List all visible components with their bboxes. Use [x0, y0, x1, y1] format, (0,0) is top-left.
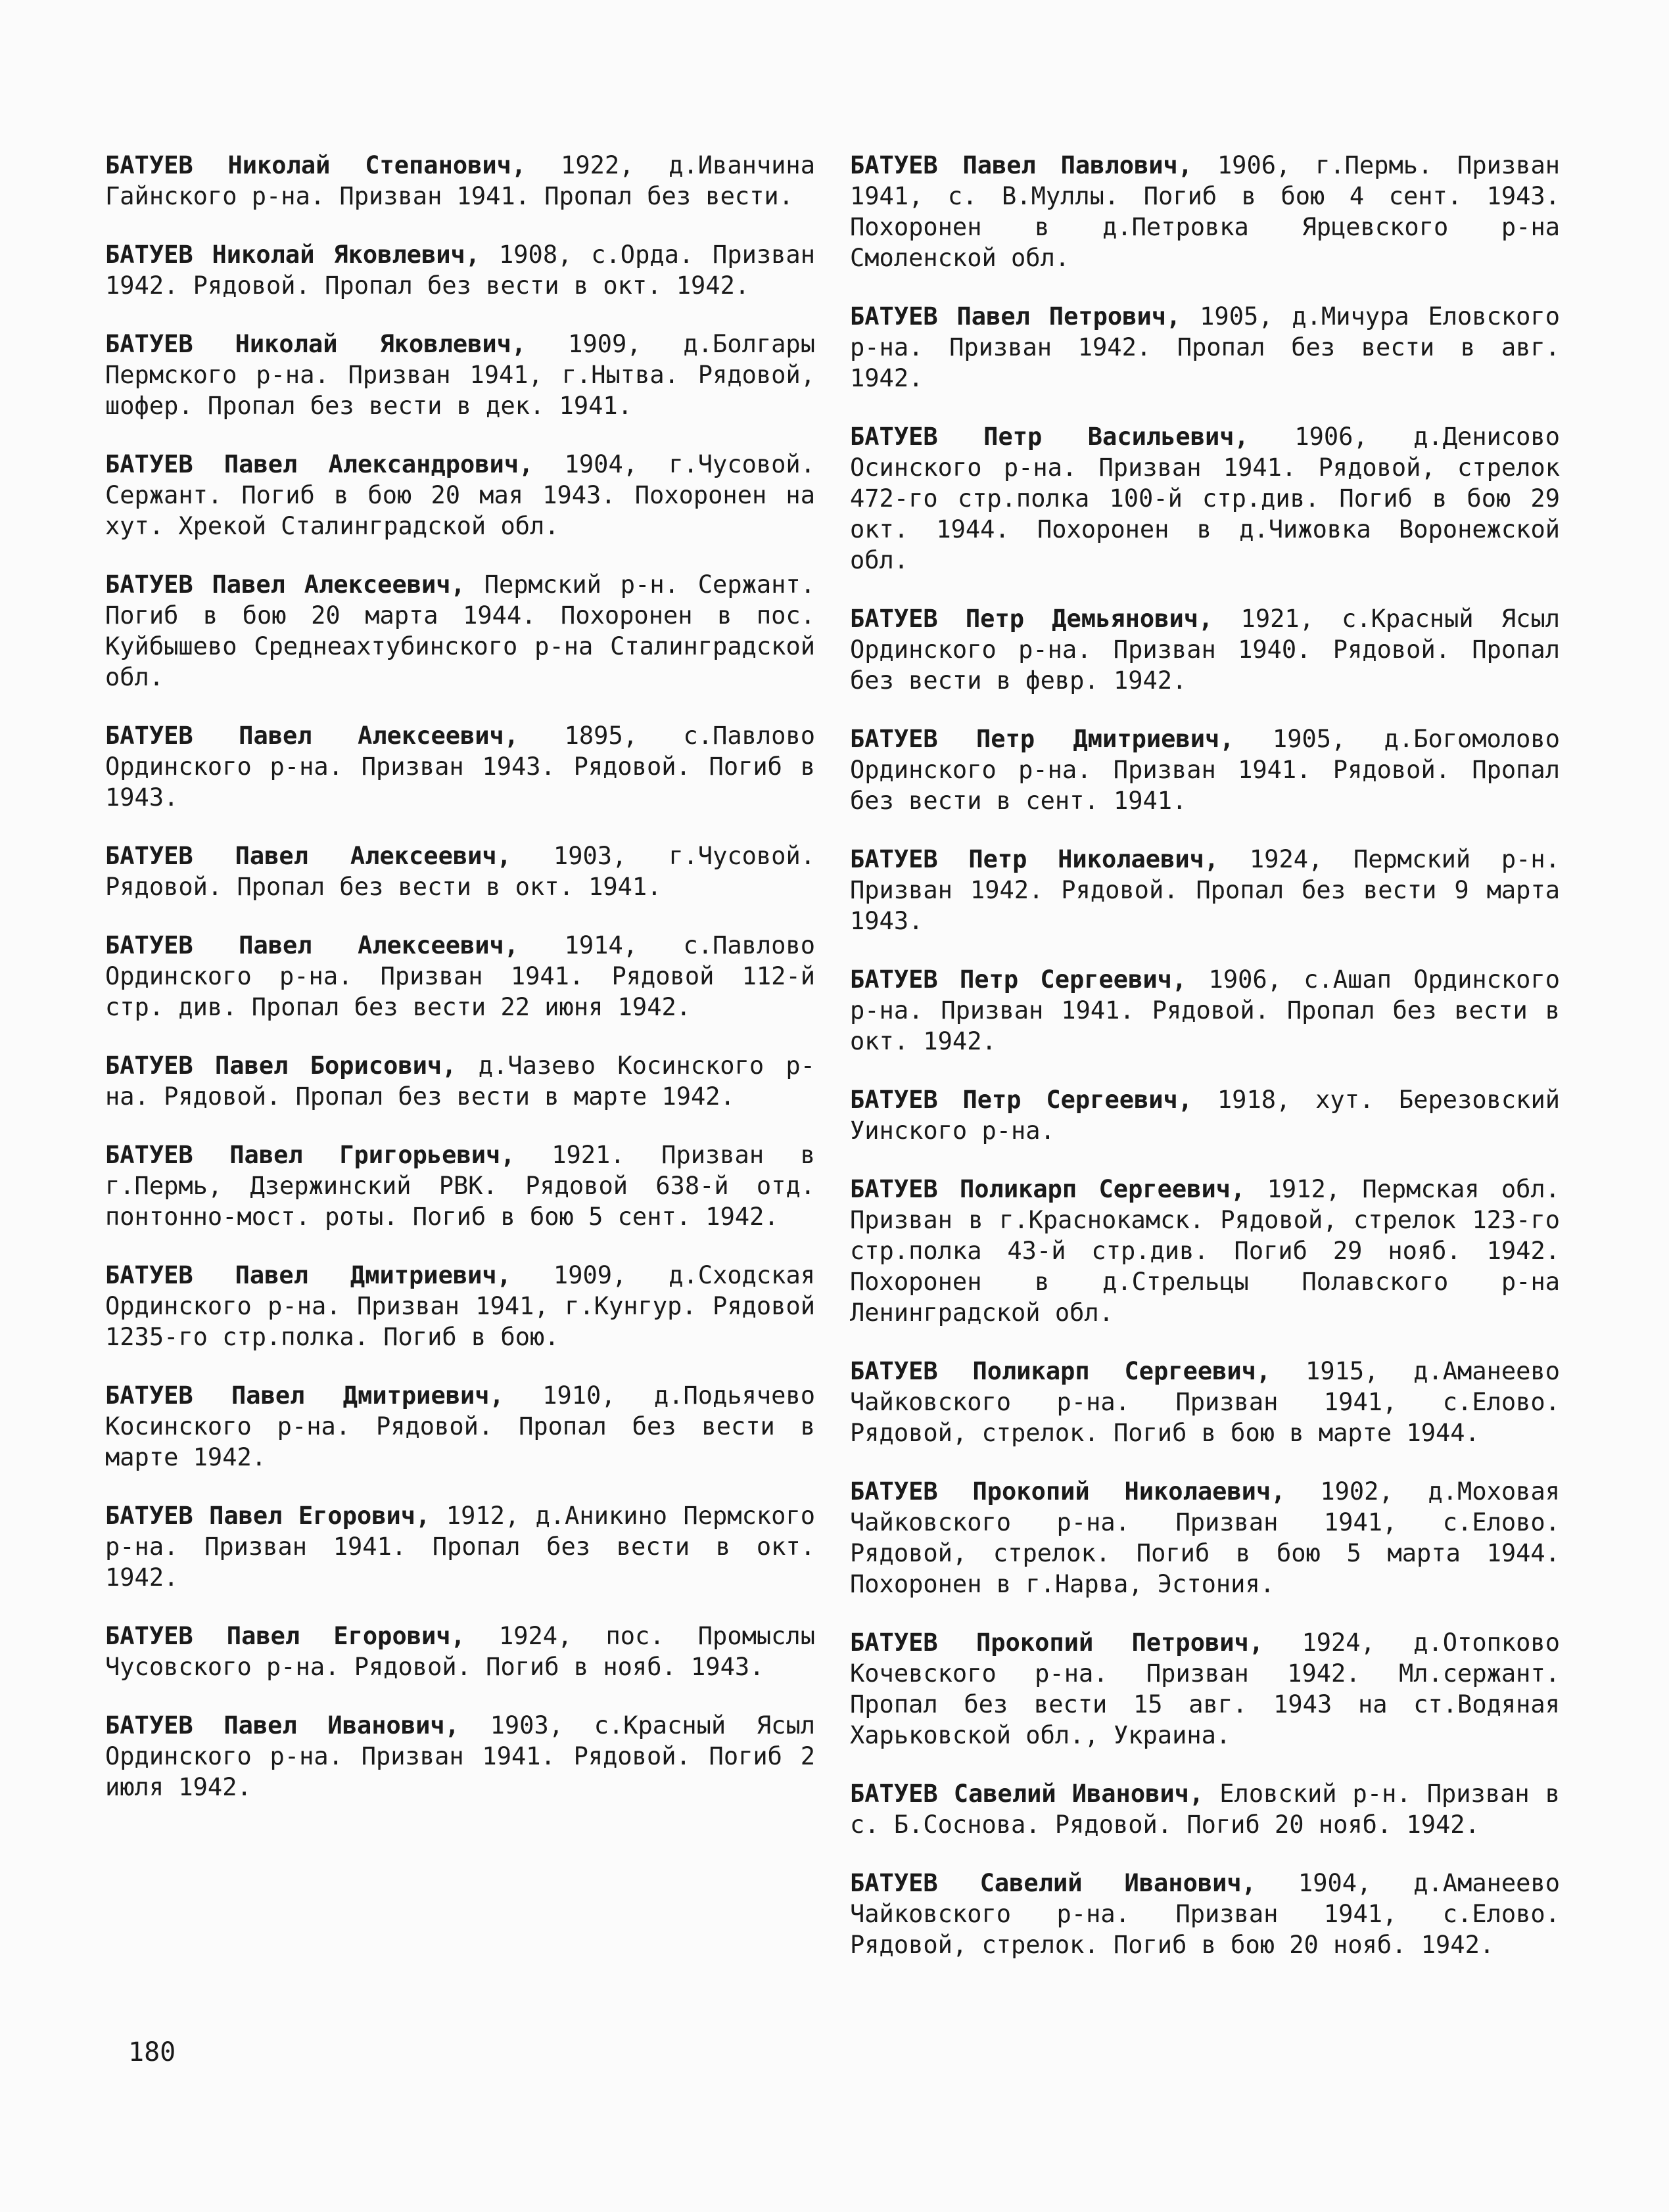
entry [850, 724, 1560, 816]
entry-name: БАТУЕВ Павел Борисович, [105, 1051, 457, 1080]
entry-name: БАТУЕВ Петр Дмитриевич, [850, 725, 1234, 753]
entry-name: БАТУЕВ Прокопий Николаевич, [850, 1477, 1286, 1506]
entry [105, 239, 815, 301]
entry [105, 930, 815, 1023]
entry-text: 1910, д.Подьячево Косинского р-на. Рядовой. Пропал без вести в марте 1942. [105, 1381, 815, 1471]
entry [105, 1710, 815, 1803]
entry [105, 329, 815, 421]
entry-text: 1905, д.Мичура Еловского р-на. Призван 1942. Пропал без вести в авг. 1942. [850, 302, 1560, 392]
entry [850, 844, 1560, 936]
entry [105, 150, 815, 212]
entry [105, 1140, 815, 1232]
entry-text: 1921, с.Красный Ясыл Ординского р-на. Призван 1940. Рядовой. Пропал без вести в февр. 1942. [850, 605, 1560, 695]
entry-text: 1906, г.Пермь. Призван 1941, с. В.Муллы. Погиб в бою 4 сент. 1943. Похоронен в д.Петровка Ярцевского р-на Смоленской обл. [850, 151, 1560, 272]
entry-name: БАТУЕВ Павел Павлович, [850, 151, 1193, 179]
entry-name: БАТУЕВ Петр Сергеевич, [850, 1086, 1193, 1114]
entry [850, 1778, 1560, 1840]
entry [105, 1260, 815, 1352]
entry [105, 841, 815, 902]
entry-text: 1909, д.Болгары Пермского р-на. Призван 1941, г.Нытва. Рядовой, шофер. Пропал без вести в дек. 1941. [105, 330, 815, 420]
entry-text: 1912, Пермская обл. Призван в г.Краснокамск. Рядовой, стрелок 123-го стр.полка 43-й стр.див. Погиб 29 нояб. 1942. Похоронен в д.Стрельцы Полавского р-на Ленинградской обл. [850, 1175, 1560, 1327]
entry [850, 1868, 1560, 1960]
entry [850, 1084, 1560, 1146]
entry [105, 1380, 815, 1473]
entry-text: 1921. Призван в г.Пермь, Дзержинский РВК. Рядовой 638-й отд. понтонно-мост. роты. Погиб в бою 5 сент. 1942. [105, 1141, 815, 1231]
entry-name: БАТУЕВ Петр Васильевич, [850, 423, 1249, 451]
entry [850, 421, 1560, 576]
entry-name: БАТУЕВ Савелий Иванович, [850, 1869, 1256, 1897]
entry-name: БАТУЕВ Прокопий Петрович, [850, 1628, 1264, 1657]
entry [850, 1356, 1560, 1448]
entry-name: БАТУЕВ Павел Григорьевич, [105, 1141, 515, 1169]
page-number: 180 [128, 2037, 176, 2067]
entry [850, 603, 1560, 696]
entry [105, 1500, 815, 1593]
entry-name: БАТУЕВ Павел Дмитриевич, [105, 1381, 504, 1410]
entry [105, 1621, 815, 1682]
right-column [850, 150, 1560, 1988]
entry [850, 150, 1560, 273]
entry [850, 1476, 1560, 1600]
entry-text: 1924, пос. Промыслы Чусовского р-на. Рядовой. Погиб в нояб. 1943. [105, 1622, 815, 1681]
entry-name: БАТУЕВ Павел Алексеевич, [105, 931, 519, 959]
entry-text: 1904, г.Чусовой. Сержант. Погиб в бою 20 мая 1943. Похоронен на хут. Хрекой Сталинградской обл. [105, 450, 815, 540]
entry-text: Еловский р-н. Призван в с. Б.Соснова. Рядовой. Погиб 20 нояб. 1942. [850, 1780, 1561, 1839]
entry-text: Пермский р-н. Сержант. Погиб в бою 20 марта 1944. Похоронен в пос. Куйбышево Среднеахтубинского р-на Сталинградской обл. [105, 570, 815, 691]
entry-text: 1908, с.Орда. Призван 1942. Рядовой. Пропал без вести в окт. 1942. [105, 241, 815, 300]
entry-name: БАТУЕВ Николай Яковлевич, [105, 330, 527, 358]
entry [105, 569, 815, 693]
entry-name: БАТУЕВ Петр Демьянович, [850, 605, 1213, 633]
entry-name: БАТУЕВ Павел Иванович, [105, 1711, 459, 1740]
entry-name: БАТУЕВ Николай Яковлевич, [105, 241, 481, 269]
entry-name: БАТУЕВ Павел Алексеевич, [105, 722, 519, 750]
entry [105, 1050, 815, 1112]
entry-text: 1906, с.Ашап Ординского р-на. Призван 1941. Рядовой. Пропал без вести в окт. 1942. [850, 965, 1561, 1055]
entry-text: 1918, хут. Березовский Уинского р-на. [850, 1086, 1560, 1145]
entry [105, 449, 815, 541]
entry [850, 964, 1560, 1057]
entry-name: БАТУЕВ Павел Александрович, [105, 450, 534, 478]
entry-text: 1904, д.Аманеево Чайковского р-на. Призван 1941, с.Елово. Рядовой, стрелок. Погиб в бою 20 нояб. 1942. [850, 1869, 1560, 1959]
entry-text: 1903, с.Красный Ясыл Ординского р-на. Призван 1941. Рядовой. Погиб 2 июля 1942. [105, 1711, 815, 1801]
entry-name: БАТУЕВ Поликарп Сергеевич, [850, 1175, 1246, 1203]
entry-text: 1895, с.Павлово Ординского р-на. Призван 1943. Рядовой. Погиб в 1943. [105, 722, 815, 812]
left-column [105, 150, 815, 1830]
entry-name: БАТУЕВ Петр Николаевич, [850, 845, 1219, 873]
entry-name: БАТУЕВ Павел Алексеевич, [105, 842, 511, 870]
entry-text: 1903, г.Чусовой. Рядовой. Пропал без вести в окт. 1941. [105, 842, 815, 901]
entry-name: БАТУЕВ Павел Егорович, [105, 1502, 431, 1530]
entry-name: БАТУЕВ Павел Егорович, [105, 1622, 465, 1650]
entry-name: БАТУЕВ Павел Дмитриевич, [105, 1261, 511, 1289]
entry-text: 1902, д.Моховая Чайковского р-на. Призван 1941, с.Елово. Рядовой, стрелок. Погиб в бою 5 марта 1944. Похоронен в г.Нарва, Эстония. [850, 1477, 1560, 1598]
entry-text: 1914, с.Павлово Ординского р-на. Призван 1941. Рядовой 112-й стр. див. Пропал без вести 22 июня 1942. [105, 931, 815, 1021]
entry [850, 1174, 1560, 1328]
entry-name: БАТУЕВ Поликарп Сергеевич, [850, 1357, 1271, 1385]
entry-text: 1922, д.Иванчина Гайнского р-на. Призван 1941. Пропал без вести. [105, 151, 815, 210]
entry-text: 1905, д.Богомолово Ординского р-на. Призван 1941. Рядовой. Пропал без вести в сент. 1941. [850, 725, 1560, 815]
entry [105, 720, 815, 813]
entry-text: 1924, Пермский р-н. Призван 1942. Рядовой. Пропал без вести 9 марта 1943. [850, 845, 1560, 935]
entry-text: 1915, д.Аманеево Чайковского р-на. Призван 1941, с.Елово. Рядовой, стрелок. Погиб в бою в марте 1944. [850, 1357, 1560, 1447]
entry [850, 301, 1560, 394]
entry-name: БАТУЕВ Павел Алексеевич, [105, 570, 465, 599]
entry-name: БАТУЕВ Николай Степанович, [105, 151, 527, 179]
entry-name: БАТУЕВ Петр Сергеевич, [850, 965, 1187, 994]
entry-name: БАТУЕВ Савелий Иванович, [850, 1780, 1204, 1808]
entry-text: 1906, д.Денисово Осинского р-на. Призван 1941. Рядовой, стрелок 472-го стр.полка 100-й стр.див. Погиб в бою 29 окт. 1944. Похоронен в д.Чижовка Воронежской обл. [850, 423, 1560, 574]
entry-name: БАТУЕВ Павел Петрович, [850, 302, 1181, 331]
entry-text: 1909, д.Сходская Ординского р-на. Призван 1941, г.Кунгур. Рядовой 1235-го стр.полка. Погиб в бою. [105, 1261, 815, 1351]
entry-text: 1924, д.Отопково Кочевского р-на. Призван 1942. Мл.сержант. Пропал без вести 15 авг. 1943 на ст.Водяная Харьковской обл., Украина. [850, 1628, 1560, 1749]
entry-text: д.Чазево Косинского р-на. Рядовой. Пропал без вести в марте 1942. [105, 1051, 815, 1111]
entry [850, 1627, 1560, 1751]
entry-text: 1912, д.Аникино Пермского р-на. Призван 1941. Пропал без вести в окт. 1942. [105, 1502, 815, 1592]
